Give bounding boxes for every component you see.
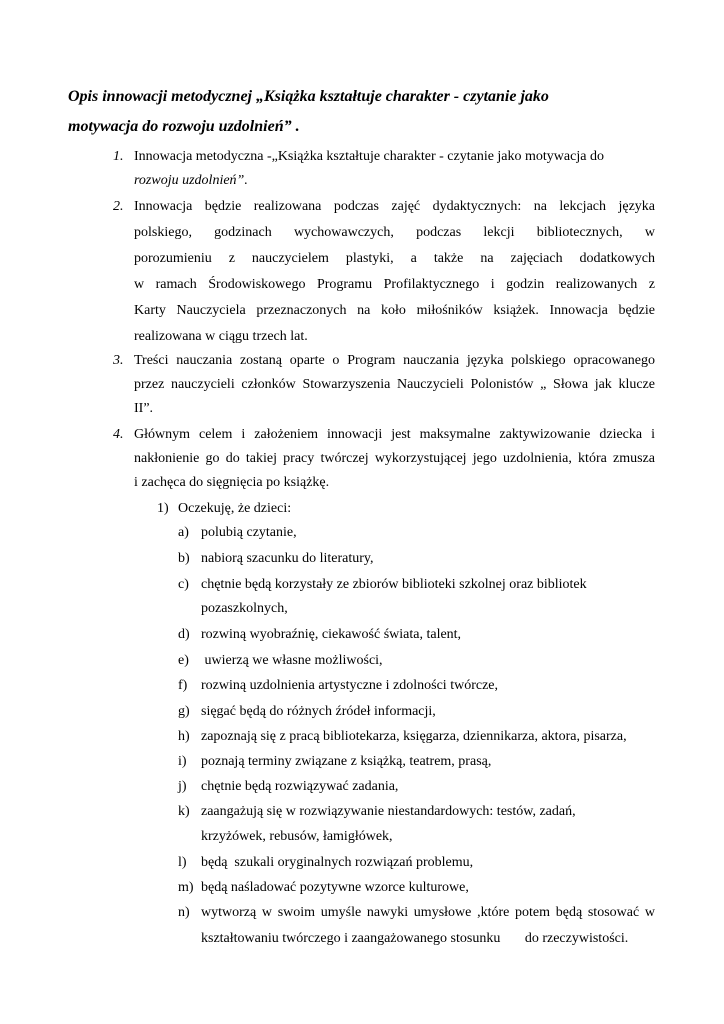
item-2-line-1: Innowacja będzie realizowana podczas zajęć dydaktycznych: na lekcjach języka xyxy=(134,199,655,214)
list-letter-d: d) xyxy=(178,627,190,642)
list-letter-l: l) xyxy=(178,855,187,870)
list-letter-m: m) xyxy=(178,880,194,895)
list-item-h: zapoznają się z pracą bibliotekarza, księgarza, dziennikarza, aktora, pisarza, xyxy=(201,729,627,744)
list-item-c-line-1: chętnie będą korzystały ze zbiorów biblioteki szkolnej oraz bibliotek xyxy=(201,577,587,592)
item-3-line-1: Treści nauczania zostaną oparte o Program nauczania języka polskiego opracowanego xyxy=(134,353,655,368)
item-2-line-5: Karty Nauczyciela przeznaczonych na koło miłośników książek. Innowacja będzie xyxy=(134,303,655,318)
item-2-line-3: porozumieniu z nauczycielem plastyki, a także na zajęciach dodatkowych xyxy=(134,251,655,266)
item-number-4: 4. xyxy=(113,427,124,442)
list-item-f: rozwiną uzdolnienia artystyczne i zdolności twórcze, xyxy=(201,678,498,693)
item-1-line-1: Innowacja metodyczna -„Książka kształtuje charakter - czytanie jako motywacja do xyxy=(134,149,604,164)
list-item-c-line-2: pozaszkolnych, xyxy=(201,601,288,616)
list-item-n-line-2: kształtowaniu twórczego i zaangażowanego stosunku do rzeczywistości. xyxy=(201,931,629,946)
item-3-line-2: przez nauczycieli członków Stowarzyszenia Nauczycieli Polonistów „ Słowa jak klucze xyxy=(134,377,655,392)
list-letter-g: g) xyxy=(178,704,190,719)
item-2-line-4: w ramach Środowiskowego Programu Profilaktycznego i godzin realizowanych z xyxy=(134,277,655,292)
list-item-l: będą szukali oryginalnych rozwiązań problemu, xyxy=(201,855,474,870)
list-letter-j: j) xyxy=(178,779,187,794)
item-number-2: 2. xyxy=(113,199,124,214)
item-3-line-3: II”. xyxy=(134,401,154,416)
list-item-j: chętnie będą rozwiązywać zadania, xyxy=(201,779,399,794)
item-4-line-3: i zachęca do sięgnięcia po książkę. xyxy=(134,475,330,490)
list-item-g: sięgać będą do różnych źródeł informacji, xyxy=(201,704,436,719)
list-item-a: polubią czytanie, xyxy=(201,525,297,540)
list-letter-e: e) xyxy=(178,653,189,668)
list-item-d: rozwiną wyobraźnię, ciekawość świata, talent, xyxy=(201,627,462,642)
list-item-i: poznają terminy związane z książką, teatrem, prasą, xyxy=(201,754,492,769)
list-item-m: będą naśladować pozytywne wzorce kulturowe, xyxy=(201,880,469,895)
list-item-k-line-1: zaangażują się w rozwiązywanie niestandardowych: testów, zadań, xyxy=(201,804,576,819)
list-item-n-line-1: wytworzą w swoim umyśle nawyki umysłowe ,które potem będą stosować w xyxy=(201,905,655,920)
item-number-3: 3. xyxy=(113,353,124,368)
list-letter-h: h) xyxy=(178,729,190,744)
list-letter-c: c) xyxy=(178,577,189,592)
list-item-e: uwierzą we własne możliwości, xyxy=(201,653,383,668)
list-letter-b: b) xyxy=(178,551,190,566)
list-letter-k: k) xyxy=(178,804,190,819)
item-2-line-6: realizowana w ciągu trzech lat. xyxy=(134,329,308,344)
list-item-b: nabiorą szacunku do literatury, xyxy=(201,551,374,566)
item-4-line-1: Głównym celem i założeniem innowacji jest maksymalne zaktywizowanie dziecka i xyxy=(134,427,655,442)
item-2-line-2: polskiego, godzinach wychowawczych, podczas lekcji bibliotecznych, w xyxy=(134,225,655,240)
list-letter-a: a) xyxy=(178,525,189,540)
sub-item-number: 1) xyxy=(157,501,169,516)
list-letter-i: i) xyxy=(178,754,187,769)
document-title-line-2: motywacja do rozwoju uzdolnień” . xyxy=(68,118,300,135)
list-item-k-line-2: krzyżówek, rebusów, łamigłówek, xyxy=(201,829,393,844)
list-letter-n: n) xyxy=(178,905,190,920)
item-1-line-2: rozwoju uzdolnień”. xyxy=(134,173,248,188)
document-title-line-1: Opis innowacji metodycznej „Książka kształtuje charakter - czytanie jako xyxy=(68,88,549,105)
sub-item-label: Oczekuję, że dzieci: xyxy=(178,501,292,516)
list-letter-f: f) xyxy=(178,678,188,693)
item-number-1: 1. xyxy=(113,149,124,164)
item-4-line-2: nakłonienie go do takiej pracy twórczej wykorzystującej jego uzdolnienia, która zmusza xyxy=(134,451,655,466)
